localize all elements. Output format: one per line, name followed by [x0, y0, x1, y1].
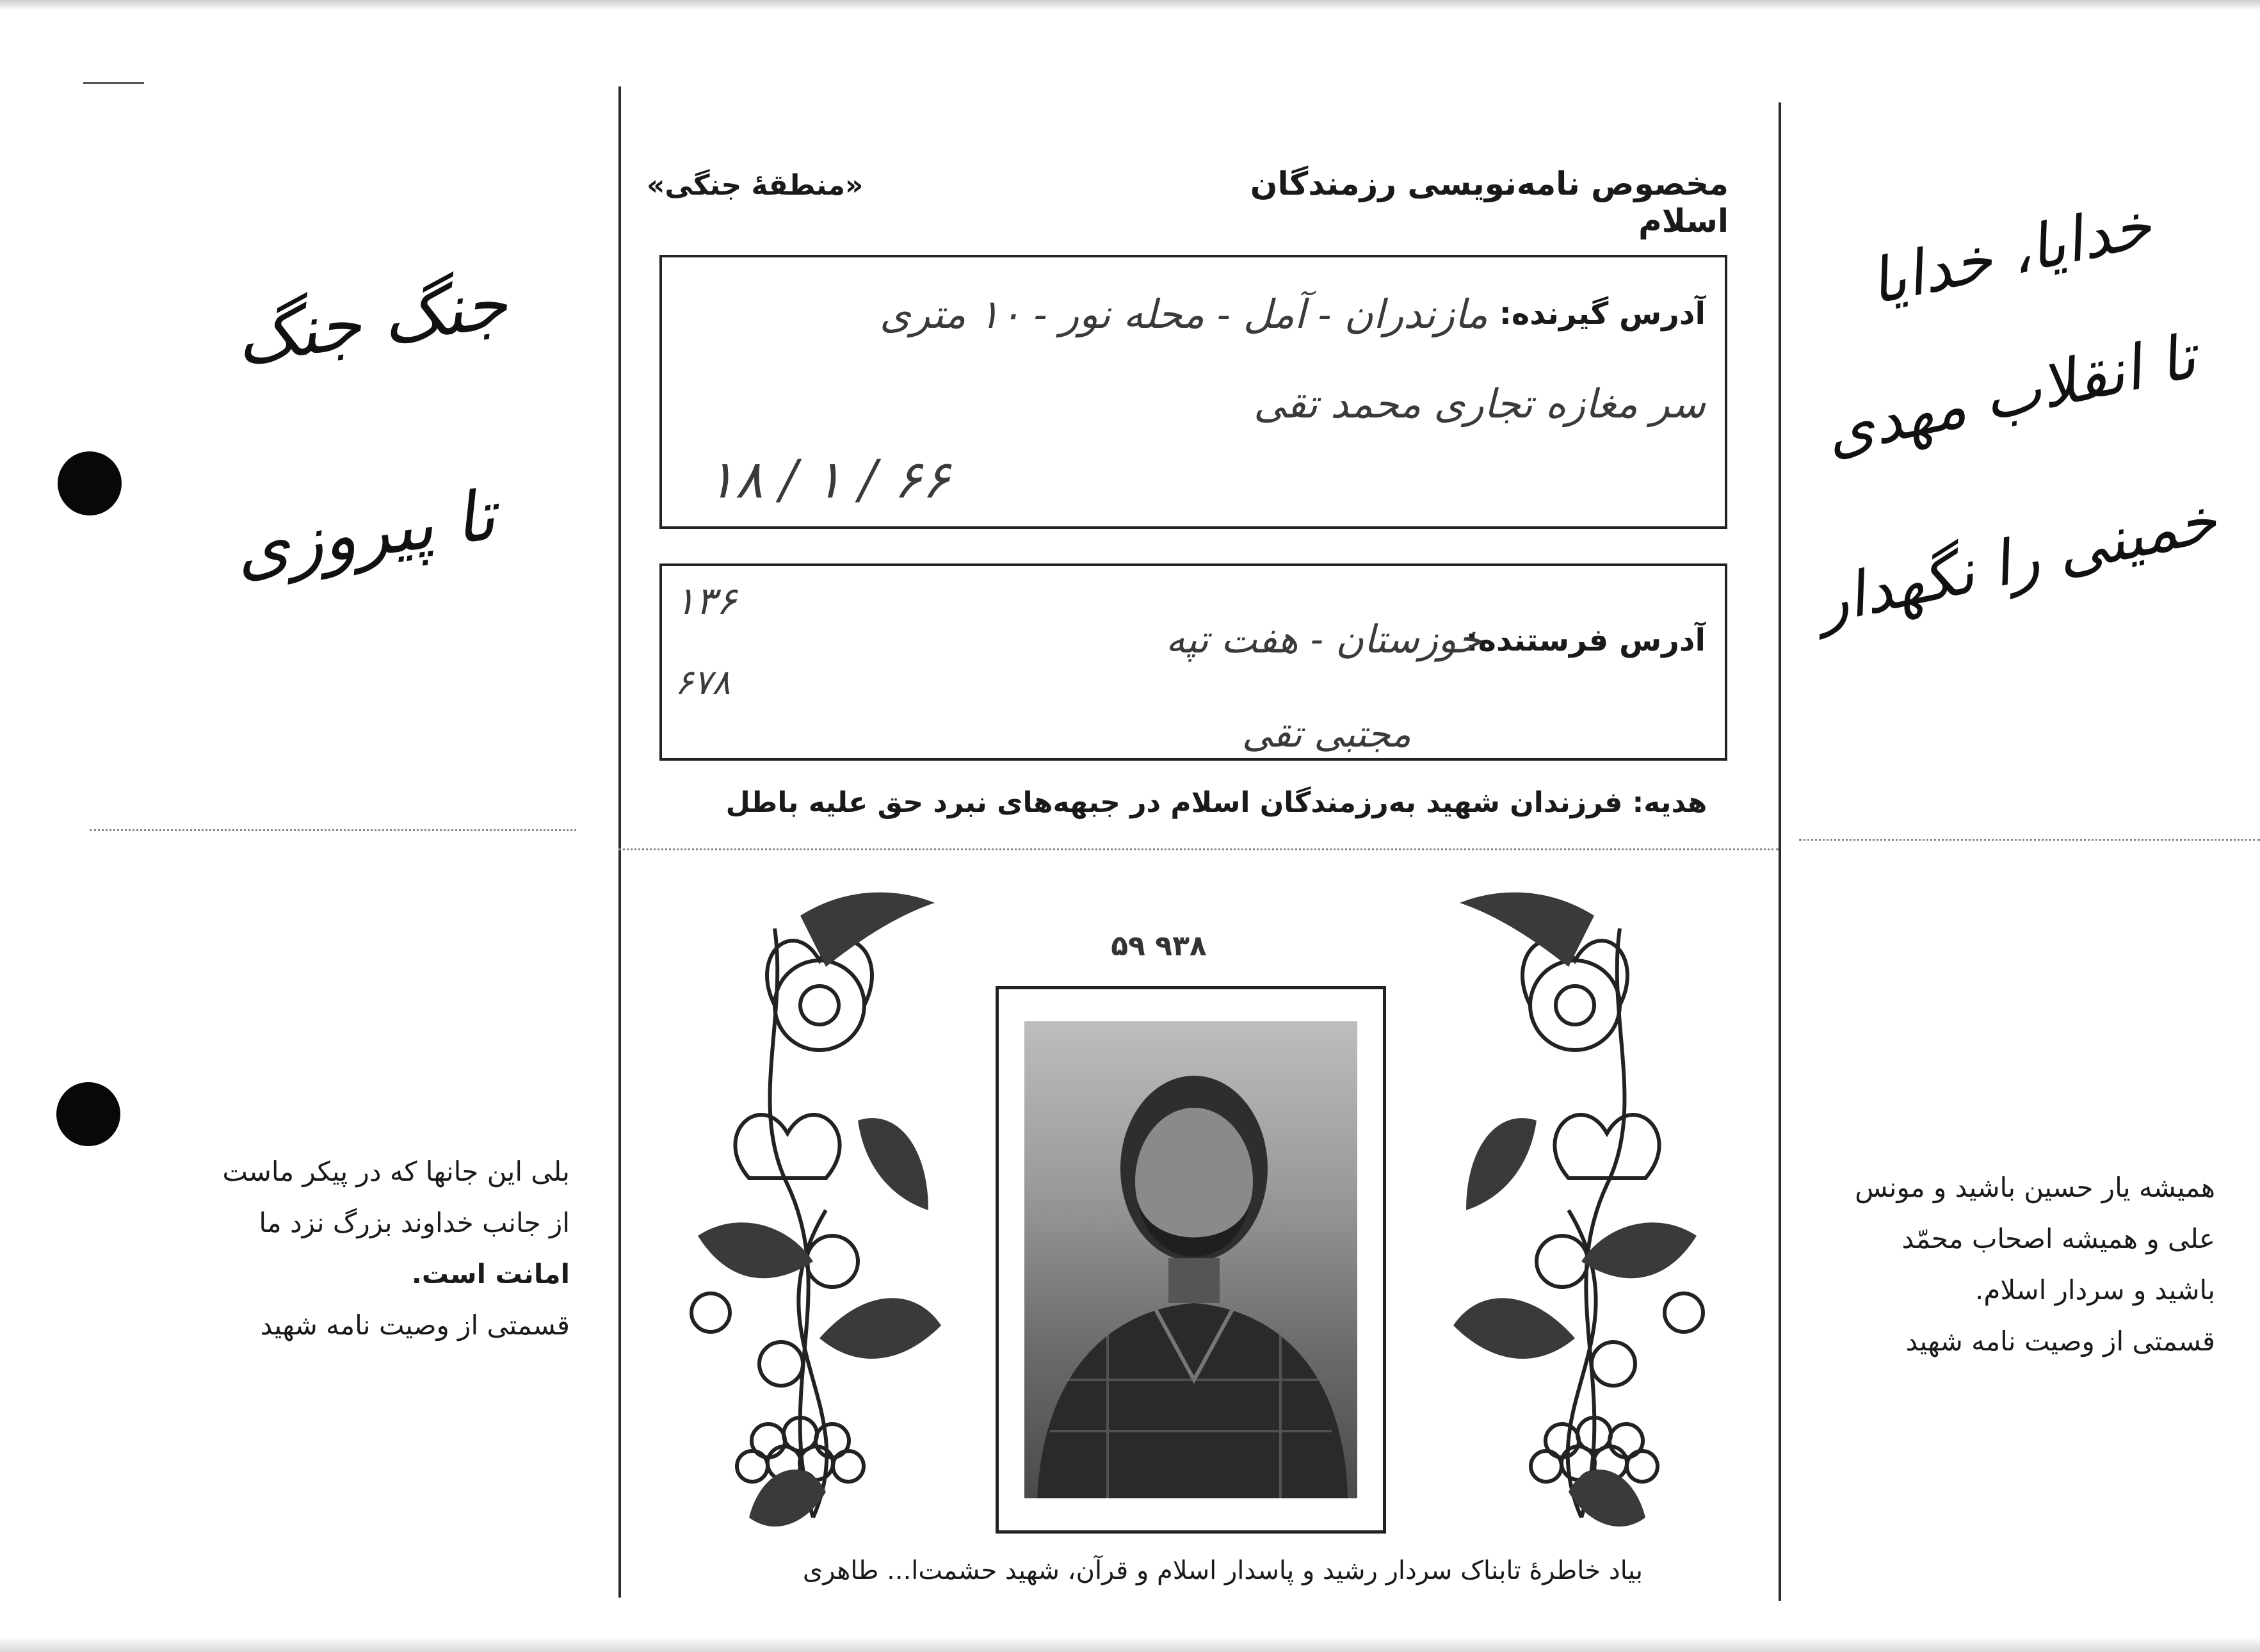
- envelope-left-border: [618, 86, 621, 1598]
- scan-edge-top: [0, 0, 2260, 10]
- recipient-address-box: [659, 255, 1727, 529]
- left-quote-line-3: امانت است.: [411, 1258, 570, 1290]
- right-quote-line-3: باشید و سردار اسلام.: [1974, 1274, 2215, 1306]
- left-fold-line: [90, 829, 576, 831]
- left-quote-line-2: از جانب خداوند بزرگ نزد ما: [259, 1207, 570, 1238]
- left-calligraphy-line-1: جنگ جنگ: [230, 263, 512, 381]
- war-zone-tag: «منطقهٔ جنگی»: [647, 169, 864, 202]
- punch-hole-bottom: [56, 1082, 120, 1146]
- right-calligraphy-line-1: خدایا، خدایا: [1863, 188, 2158, 319]
- right-quote-line-2: علی و همیشه اصحاب محمّد: [1901, 1223, 2215, 1254]
- portrait-silhouette: [1024, 1021, 1357, 1498]
- martyr-photo-frame: [996, 986, 1386, 1534]
- martyr-portrait-photo: [1024, 1021, 1357, 1498]
- dedication-line: هدیه: فرزندان شهید به‌رزمندگان اسلام در جبهه‌های نبرد حق علیه باطل: [725, 786, 1707, 819]
- left-floral-ornament: [672, 877, 954, 1543]
- left-quote-source: قسمتی از وصیت نامه شهید: [260, 1309, 570, 1341]
- recipient-date: ۱۸ / ۱ / ۶۶: [707, 449, 950, 510]
- sender-address-box: [659, 563, 1727, 761]
- envelope-header-title: مخصوص نامه‌نویسی رزمندگان اسلام: [1250, 165, 1729, 239]
- right-quote-block: [1805, 1162, 2215, 1367]
- sender-line-1: خوزستان - هفت تپه: [1165, 617, 1481, 662]
- corner-mark: [83, 82, 144, 84]
- recipient-label: آدرس گیرنده:: [1499, 296, 1706, 332]
- left-calligraphy-line-2: تا پیروزی: [230, 475, 500, 591]
- recipient-line-2: سر مغازه تجاری محمد تقی: [1254, 380, 1706, 427]
- right-quote-source: قسمتی از وصیت نامه شهید: [1905, 1325, 2215, 1357]
- envelope-fold-line: [618, 848, 1779, 850]
- recipient-line-1: مازندران - آمل - محله نور - ۱۰ متری: [880, 291, 1488, 337]
- sender-label: آدرس فرستنده:: [1465, 622, 1706, 658]
- scan-edge-bottom: [0, 1637, 2260, 1652]
- photo-stamp: ۵۹ ۹۳۸: [1111, 930, 1207, 962]
- right-quote-line-1: همیشه یار حسین باشید و مونس: [1855, 1172, 2215, 1203]
- punch-hole-top: [58, 451, 122, 515]
- envelope-right-border: [1779, 102, 1781, 1601]
- memorial-footer: بیاد خاطرهٔ تابناک سردار رشید و پاسدار اسلام و قرآن، شهید حشمت‌ا... طاهری: [802, 1556, 1643, 1585]
- right-floral-ornament: [1441, 877, 1722, 1543]
- sender-code-top: ۱۳۶: [675, 579, 737, 624]
- sender-code-bottom: ۶۷۸: [675, 662, 731, 702]
- sender-name: مجتبی تقی: [1242, 712, 1412, 756]
- left-quote-block: [128, 1146, 570, 1351]
- left-quote-line-1: بلی این جانها که در پیکر ماست: [222, 1156, 570, 1187]
- right-fold-line: [1799, 839, 2260, 841]
- right-calligraphy-line-2: تا انقلاب مهدی: [1818, 320, 2202, 469]
- right-calligraphy-line-3: خمینی را نگهدار: [1811, 483, 2223, 638]
